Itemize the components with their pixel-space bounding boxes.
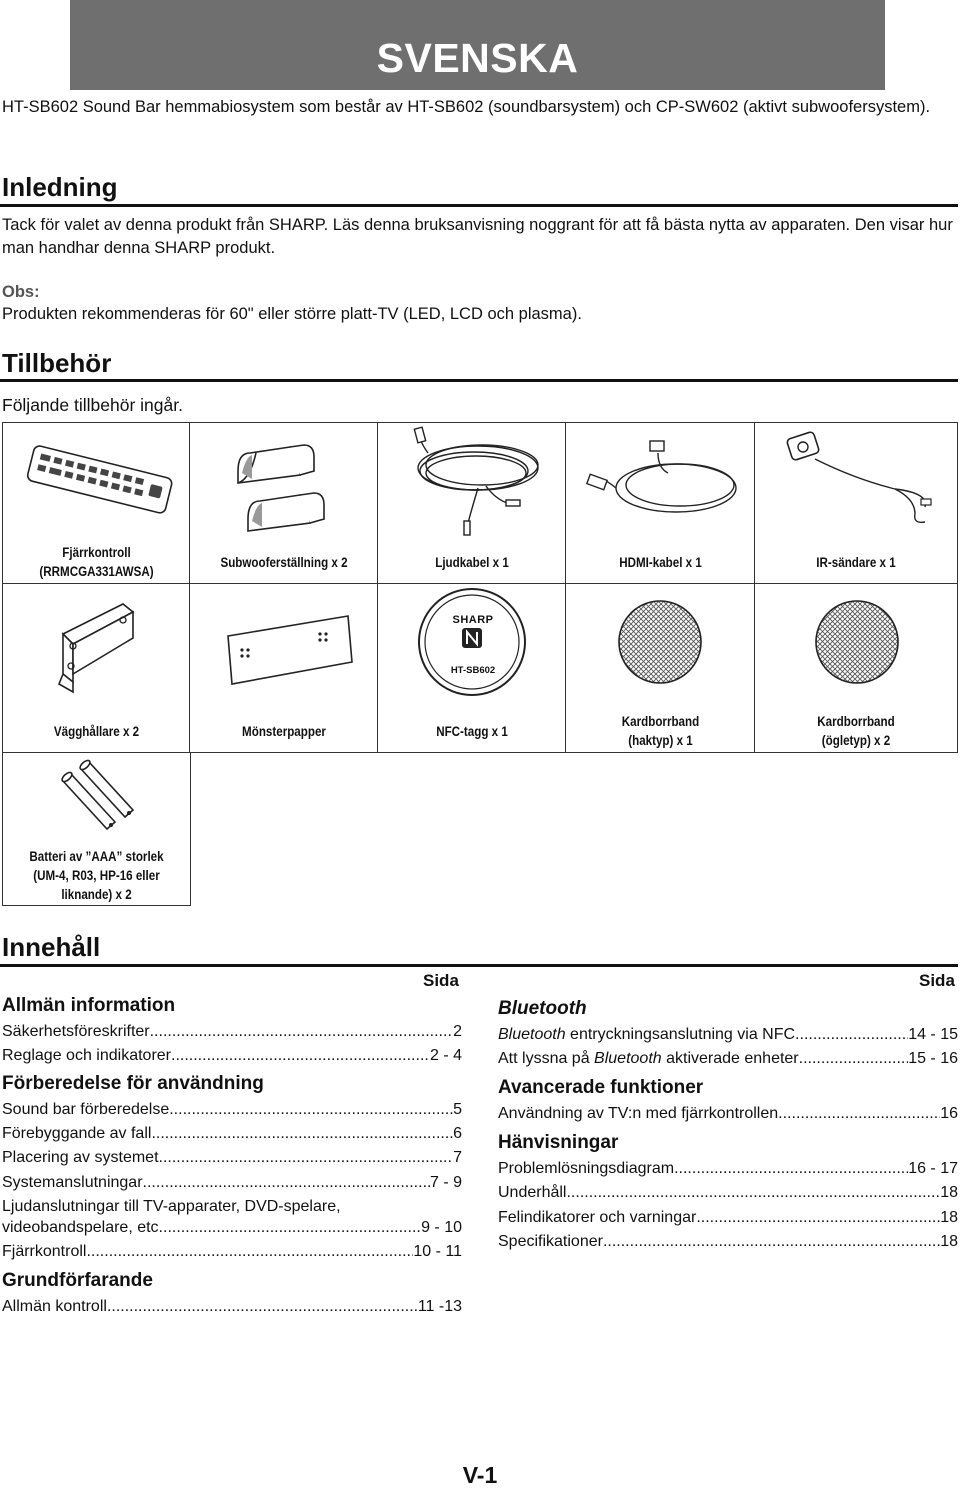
toc-entry[interactable]: videobandspelare, etc. ..... 9 - 10 xyxy=(2,1218,462,1238)
inledning-heading: Inledning xyxy=(2,172,118,202)
inledning-rule xyxy=(0,204,958,207)
toc-entry-line[interactable]: Ljudanslutningar till TV-apparater, DVD-spelare, xyxy=(2,1198,341,1215)
banner-title: SVENSKA xyxy=(376,35,579,81)
toc-entry[interactable]: Användning av TV:n med fjärrkontrollen ..... 16 xyxy=(498,1104,958,1124)
toc-section-forberedelse: Förberedelse för användning xyxy=(2,1073,264,1094)
accessory-caption: Fjärrkontroll (RRMCGA331AWSA) xyxy=(39,545,154,579)
toc-entry[interactable]: Säkerhetsföreskrifter ..... 2 xyxy=(2,1022,462,1042)
toc-entry[interactable]: Felindikatorer och varningar ..... 18 xyxy=(498,1208,958,1228)
nfc-model-label: HT-SB602 xyxy=(450,665,496,676)
accessory-nfc-tag xyxy=(377,583,567,753)
accessory-caption: NFC-tagg x 1 xyxy=(436,724,508,739)
nfc-tag-icon xyxy=(378,584,568,709)
template-paper-icon xyxy=(190,584,380,709)
subwoofer-stand-icon xyxy=(190,423,380,543)
toc-entry[interactable]: Placering av systemet ..... 7 xyxy=(2,1148,462,1168)
accessory-caption: Kardborrband (ögletyp) x 2 xyxy=(817,714,895,748)
tillbehor-intro: Följande tillbehör ingår. xyxy=(2,395,183,415)
accessory-remote xyxy=(2,422,191,584)
remote-control-icon xyxy=(3,423,192,543)
page-number: V-1 xyxy=(462,1462,498,1488)
toc-entry[interactable]: Bluetooth entryckningsanslutning via NFC ..... 14 - 15 xyxy=(498,1025,958,1045)
toc-entry[interactable]: Specifikationer ..... 18 xyxy=(498,1232,958,1252)
accessory-audio-cable xyxy=(377,422,567,584)
obs-text: Produkten rekommenderas för 60" eller större platt-TV (LED, LCD och plasma). xyxy=(2,305,582,323)
accessory-velcro-hook xyxy=(565,583,756,753)
toc-section-avancerade: Avancerade funktioner xyxy=(498,1077,704,1098)
toc-section-bluetooth: Bluetooth xyxy=(498,998,587,1019)
toc-entry[interactable]: Förebyggande av fall ..... 6 xyxy=(2,1124,462,1144)
accessory-velcro-loop xyxy=(754,583,958,753)
toc-entry[interactable]: Problemlösningsdiagram ..... 16 - 17 xyxy=(498,1159,958,1179)
accessory-caption: Batteri av ”AAA” storlek (UM-4, R03, HP-16 eller liknande) x 2 xyxy=(29,849,164,902)
toc-entry[interactable]: Sound bar förberedelse ..... 5 xyxy=(2,1100,462,1120)
tillbehor-heading: Tillbehör xyxy=(2,348,112,378)
hdmi-cable-icon xyxy=(566,423,757,543)
accessory-template-paper xyxy=(189,583,379,753)
intro-text: HT-SB602 Sound Bar hemmabiosystem som består av HT-SB602 (soundbarsystem) och CP-SW602 (aktivt subwoofersystem). xyxy=(2,98,931,116)
language-banner xyxy=(70,0,885,90)
battery-icon xyxy=(3,753,192,848)
innehall-rule xyxy=(0,964,958,967)
accessory-caption: HDMI-kabel x 1 xyxy=(619,555,702,570)
toc-entry[interactable]: Fjärrkontroll ..... 10 - 11 xyxy=(2,1242,462,1262)
accessory-caption: Ljudkabel x 1 xyxy=(435,555,509,570)
audio-cable-icon xyxy=(378,423,568,543)
toc-entry[interactable]: Systemanslutningar ..... 7 - 9 xyxy=(2,1173,462,1193)
innehall-heading: Innehåll xyxy=(2,932,101,962)
accessory-caption: Vägghållare x 2 xyxy=(53,724,140,739)
accessory-caption: Mönsterpapper xyxy=(242,724,326,739)
accessory-subwoofer-stand xyxy=(189,422,379,584)
toc-entry[interactable]: Reglage och indikatorer ..... 2 - 4 xyxy=(2,1046,462,1066)
obs-label: Obs: xyxy=(2,283,40,301)
toc-section-grund: Grundförfarande xyxy=(2,1270,153,1291)
velcro-hook-icon xyxy=(566,584,757,709)
accessory-wall-bracket xyxy=(2,583,191,753)
inledning-text: Tack för valet av denna produkt från SHARP. Läs denna bruksanvisning noggrant för att få bästa nytta av apparaten. Den visar hur man handhar denna SHARP produkt. xyxy=(2,216,953,257)
ir-transmitter-icon xyxy=(755,423,959,543)
toc-entry[interactable]: Att lyssna på Bluetooth aktiverade enheter ..... 15 - 16 xyxy=(498,1049,958,1069)
accessory-ir-transmitter xyxy=(754,422,958,584)
accessory-caption: Kardborrband (haktyp) x 1 xyxy=(621,714,700,748)
nfc-brand-logo: SHARP xyxy=(452,614,494,626)
accessory-caption: IR-sändare x 1 xyxy=(816,555,896,570)
toc-entry[interactable]: Allmän kontroll ..... 11 -13 xyxy=(2,1297,462,1317)
tillbehor-rule xyxy=(0,379,958,382)
sida-label-right: Sida xyxy=(919,971,955,990)
toc-entry[interactable]: Underhåll ..... 18 xyxy=(498,1183,958,1203)
accessory-hdmi-cable xyxy=(565,422,756,584)
toc-section-allman: Allmän information xyxy=(2,995,176,1016)
velcro-loop-icon xyxy=(755,584,959,709)
wall-bracket-icon xyxy=(3,584,192,709)
accessory-caption: Subwooferställning x 2 xyxy=(220,555,348,570)
accessory-batteries xyxy=(2,752,191,906)
toc-section-hanvisningar: Hänvisningar xyxy=(498,1132,619,1153)
sida-label-left: Sida xyxy=(423,971,459,990)
